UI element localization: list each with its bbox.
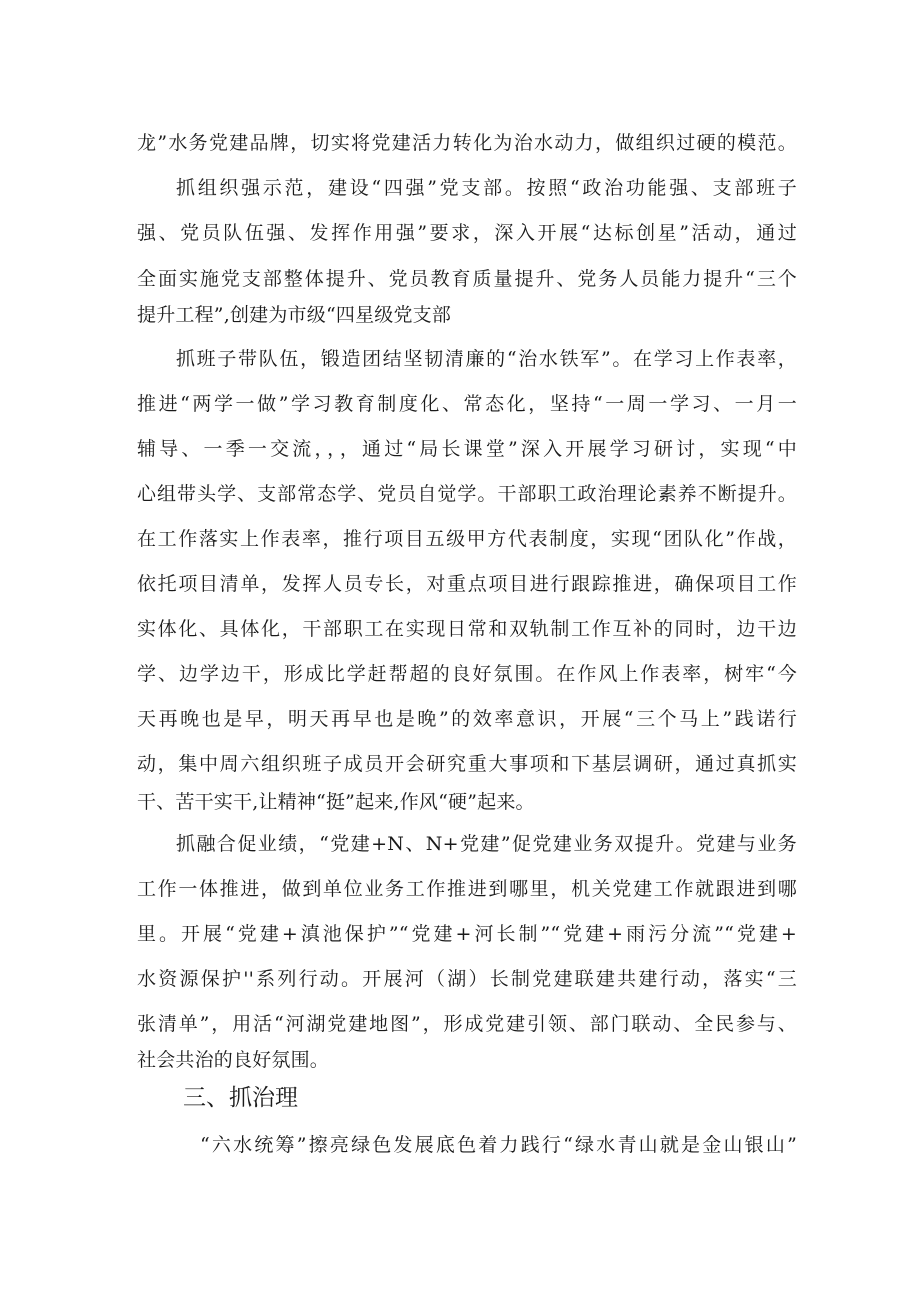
paragraph-line: 依托项目清单，发挥人员专长，对重点项目进行跟踪推进，确保项目工作 xyxy=(137,573,797,595)
paragraph-line: 抓班子带队伍，锻造团结坚韧清廉的“治水铁军”。在学习上作表率， xyxy=(176,348,797,370)
paragraph-line: 龙”水务党建品牌，切实将党建活力转化为治水动力，做组织过硬的模范。 xyxy=(137,132,797,154)
paragraph-line: 工作一体推进，做到单位业务工作推进到哪里，机关党建工作就跟进到哪 xyxy=(137,878,797,900)
paragraph-line: 抓融合促业绩，“党建+N、N+党建”促党建业务双提升。党建与业务 xyxy=(176,833,797,855)
paragraph-line: 心组带头学、支部常态学、党员自觉学。干部职工政治理论素养不断提升。 xyxy=(137,483,797,505)
paragraph-line: 张清单”，用活“河湖党建地图”，形成党建引领、部门联动、全民参与、 xyxy=(137,1013,797,1035)
paragraph-line: 提升工程”,创建为市级“四星级党支部 xyxy=(137,304,452,326)
paragraph-line: 天再晚也是早，明天再早也是晚”的效率意识，开展“三个马上”践诺行 xyxy=(137,708,797,730)
section-heading: 三、抓治理 xyxy=(183,1085,298,1111)
paragraph-line: 在工作落实上作表率，推行项目五级甲方代表制度，实现“团队化”作战， xyxy=(137,528,797,550)
paragraph-line: 抓组织强示范，建设“四强”党支部。按照“政治功能强、支部班子 xyxy=(176,177,797,199)
paragraph-line: 推进“两学一做”学习教育制度化、常态化，坚持“一周一学习、一月一 xyxy=(137,393,797,415)
paragraph-line: 动，集中周六组织班子成员开会研究重大事项和下基层调研，通过真抓实 xyxy=(137,753,797,775)
paragraph-line: 学、边学边干，形成比学赶帮超的良好氛围。在作风上作表率，树牢“今 xyxy=(137,663,797,685)
paragraph-line: 辅导、一季一交流，，，通过“局长课堂”深入开展学习研讨，实现“中 xyxy=(137,438,797,460)
paragraph-line: “六水统筹”擦亮绿色发展底色着力践行“绿水青山就是金山银山” xyxy=(200,1134,797,1156)
paragraph-line: 水资源保护''系列行动。开展河（湖）长制党建联建共建行动，落实“三 xyxy=(137,968,797,990)
paragraph-line: 实体化、具体化，干部职工在实现日常和双轨制工作互补的同时，边干边 xyxy=(137,618,797,640)
paragraph-line: 社会共治的良好氛围。 xyxy=(137,1049,330,1071)
paragraph-line: 强、党员队伍强、发挥作用强”要求，深入开展“达标创星”活动，通过 xyxy=(137,222,797,244)
paragraph-line: 全面实施党支部整体提升、党员教育质量提升、党务人员能力提升“三个 xyxy=(137,268,797,290)
paragraph-line: 干、苦干实干,让精神“挺”起来,作风“硬”起来。 xyxy=(137,791,535,813)
paragraph-line: 里。开展“党建+滇池保护”“党建+河长制”“党建+雨污分流”“党建+ xyxy=(137,923,797,945)
